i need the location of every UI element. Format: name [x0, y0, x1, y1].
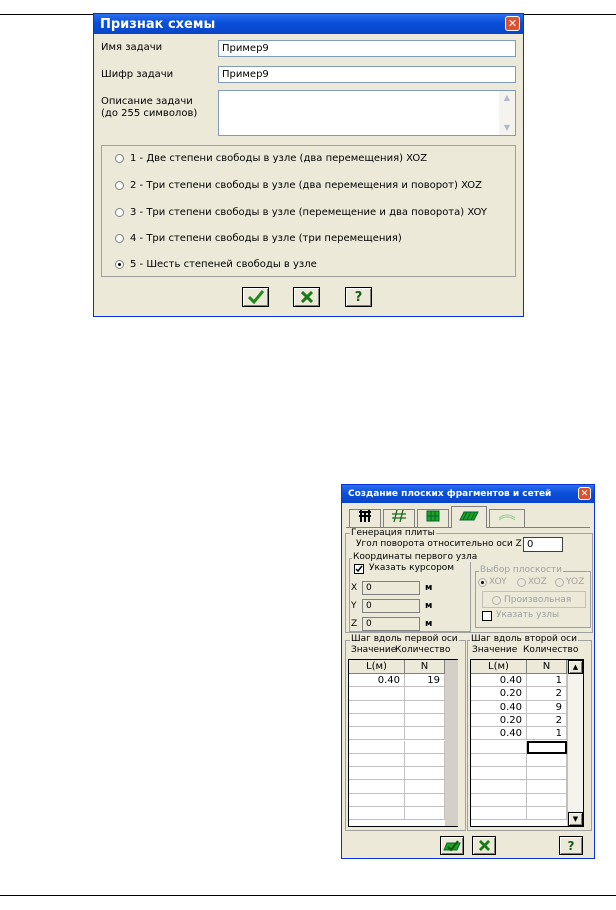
- table-cell-count[interactable]: 9: [527, 701, 567, 714]
- x-unit: м: [425, 583, 433, 593]
- rotation-label: Угол поворота относительно оси Z: [356, 539, 522, 549]
- description-scrollbar[interactable]: [499, 91, 515, 135]
- table-cell-count[interactable]: [527, 780, 567, 793]
- dialog-title: Создание плоских фрагментов и сетей: [348, 489, 552, 499]
- radio-icon: [115, 154, 124, 163]
- table-scroll-area: [445, 660, 458, 826]
- cursor-label: Указать курсором: [369, 563, 455, 573]
- plane-selection-label: Выбор плоскости: [480, 565, 562, 575]
- plane-xoz-label: XOZ: [528, 577, 547, 587]
- table-cell-length[interactable]: 0.40: [471, 674, 527, 687]
- arbitrary-plane-option[interactable]: [492, 595, 571, 605]
- dof-option-1[interactable]: [115, 153, 427, 164]
- table-cell-count[interactable]: [405, 794, 445, 807]
- table-cell-length[interactable]: [471, 794, 527, 807]
- task-name-input[interactable]: Пример9: [218, 40, 516, 57]
- plate-icon: [459, 510, 479, 522]
- specify-nodes-checkbox[interactable]: [482, 611, 492, 621]
- tab-frame[interactable]: [349, 509, 381, 527]
- table-cell-length[interactable]: [471, 741, 527, 754]
- scroll-up-icon[interactable]: ▲: [568, 660, 583, 674]
- radio-icon: [492, 596, 501, 605]
- radio-icon: [517, 578, 526, 587]
- dof-option-label: 2 - Три степени свободы в узле (два перемещения и поворот) XOZ: [130, 180, 483, 191]
- check-icon: [355, 565, 363, 573]
- help-button[interactable]: [345, 287, 372, 307]
- grid-icon: [426, 510, 440, 522]
- shell-icon: [497, 510, 517, 522]
- axis1-step-label: Шаг вдоль первой оси: [351, 634, 458, 644]
- axis1-value-label: Значение: [351, 645, 397, 655]
- table-cell-length[interactable]: 0.20: [471, 687, 527, 700]
- tab-shell[interactable]: [489, 509, 525, 527]
- arbitrary-plane-label: Произвольная: [504, 595, 572, 605]
- y-input[interactable]: 0: [362, 599, 420, 613]
- description-textarea[interactable]: [218, 90, 516, 136]
- table-active-cell[interactable]: [527, 741, 567, 754]
- y-label: Y: [351, 601, 357, 611]
- table-cell-length[interactable]: 0.40: [471, 727, 527, 740]
- description-label-line1: Описание задачи: [101, 96, 193, 107]
- col-l-header: L(м): [349, 660, 405, 674]
- plate-generation-label: Генерация плиты: [351, 528, 435, 538]
- cross-icon: [479, 840, 490, 851]
- plane-yoz-option[interactable]: [555, 577, 584, 587]
- radio-icon: [115, 234, 124, 243]
- scheme-attributes-dialog: [93, 13, 524, 317]
- ok-button[interactable]: [242, 287, 269, 307]
- cancel-button[interactable]: [472, 836, 496, 855]
- table-cell-count[interactable]: 2: [527, 687, 567, 700]
- title-bar: [94, 14, 523, 34]
- col-n-header: N: [405, 660, 445, 674]
- axis1-count-label: Количество: [395, 645, 451, 655]
- specify-nodes-label: Указать узлы: [496, 610, 560, 620]
- table-cell-length[interactable]: [349, 727, 405, 740]
- table-cell-count[interactable]: [527, 807, 567, 820]
- first-node-label: Координаты первого узла: [353, 552, 478, 562]
- table-cell-length[interactable]: [471, 767, 527, 780]
- hatch-icon: [391, 510, 407, 522]
- task-code-input[interactable]: Пример9: [218, 66, 516, 83]
- title-bar: [342, 485, 594, 503]
- table-cell-length[interactable]: [349, 701, 405, 714]
- table-cell-count[interactable]: [527, 767, 567, 780]
- table-cell-count[interactable]: 19: [405, 674, 445, 687]
- tab-hatch[interactable]: [383, 509, 415, 527]
- table-cell-length[interactable]: [471, 807, 527, 820]
- axis2-value-label: Значение: [472, 645, 518, 655]
- dof-option-2[interactable]: [115, 180, 482, 191]
- dof-option-label: 1 - Две степени свободы в узле (два перемещения) XOZ: [130, 153, 428, 164]
- table-cell-count[interactable]: [405, 741, 445, 754]
- task-code-label: Шифр задачи: [101, 69, 174, 80]
- table-cell-count[interactable]: [405, 687, 445, 700]
- table-cell-count[interactable]: [527, 754, 567, 767]
- y-unit: м: [425, 601, 433, 611]
- axis2-table[interactable]: [470, 659, 584, 827]
- table-cell-length[interactable]: [349, 780, 405, 793]
- x-input[interactable]: 0: [362, 581, 420, 595]
- dof-option-label: 5 - Шесть степеней свободы в узле: [130, 259, 317, 270]
- table-cell-count[interactable]: [405, 727, 445, 740]
- table-cell-length[interactable]: [349, 754, 405, 767]
- close-button[interactable]: ✕: [578, 487, 591, 500]
- table-cell-length[interactable]: [349, 714, 405, 727]
- dof-option-4[interactable]: [115, 233, 402, 244]
- frame-icon: [358, 510, 372, 522]
- table-cell-count[interactable]: [405, 754, 445, 767]
- z-input[interactable]: 0: [362, 617, 420, 631]
- scroll-down-icon[interactable]: ▼: [568, 812, 583, 826]
- check-icon: [248, 290, 264, 304]
- scroll-down-icon[interactable]: ▼: [503, 123, 511, 132]
- task-name-label: Имя задачи: [101, 42, 163, 53]
- plane-xoz-option[interactable]: [517, 577, 547, 587]
- radio-icon: [555, 578, 564, 587]
- x-label: X: [351, 583, 358, 593]
- help-icon: ?: [354, 289, 363, 305]
- table-cell-count[interactable]: 2: [527, 714, 567, 727]
- dof-option-label: 4 - Три степени свободы в узле (три перемещения): [130, 233, 402, 244]
- radio-selected-icon: [115, 260, 124, 269]
- rotation-input[interactable]: 0: [523, 537, 563, 552]
- table-cell-count[interactable]: 1: [527, 674, 567, 687]
- radio-icon: [115, 208, 124, 217]
- plane-yoz-label: YOZ: [566, 577, 585, 587]
- table-cell-count[interactable]: 1: [527, 727, 567, 740]
- table-cell-length[interactable]: [471, 754, 527, 767]
- close-button[interactable]: ✕: [505, 16, 520, 31]
- table-cell-length[interactable]: 0.40: [471, 701, 527, 714]
- axis2-step-label: Шаг вдоль второй оси: [471, 634, 577, 644]
- table-cell-length[interactable]: [349, 741, 405, 754]
- radio-selected-icon: [478, 578, 487, 587]
- table-cell-length[interactable]: [349, 807, 405, 820]
- table-scrollbar[interactable]: [567, 660, 583, 826]
- table-cell-length[interactable]: [349, 794, 405, 807]
- dialog-title: Признак схемы: [100, 16, 216, 32]
- z-unit: м: [425, 619, 433, 629]
- table-cell-length[interactable]: 0.40: [349, 674, 405, 687]
- tab-grid[interactable]: [417, 509, 449, 527]
- plane-fragments-dialog: [341, 484, 595, 859]
- table-cell-count[interactable]: [405, 714, 445, 727]
- table-cell-length[interactable]: [349, 687, 405, 700]
- axis2-count-label: Количество: [523, 645, 579, 655]
- col-l-header: L(м): [471, 660, 527, 674]
- plane-xoy-label: XOY: [489, 577, 507, 587]
- apply-button[interactable]: [440, 836, 464, 855]
- dof-option-label: 3 - Три степени свободы в узле (перемещение и два поворота) XOY: [130, 207, 487, 218]
- help-icon: ?: [567, 838, 575, 853]
- description-label-line2: (до 255 символов): [101, 108, 198, 119]
- cursor-checkbox[interactable]: [354, 564, 364, 574]
- plane-xoy-option[interactable]: [478, 577, 507, 587]
- col-n-header: N: [527, 660, 567, 674]
- scroll-up-icon[interactable]: ▲: [503, 93, 511, 102]
- dof-option-5[interactable]: [115, 259, 317, 270]
- table-cell-count[interactable]: [405, 780, 445, 793]
- table-cell-count[interactable]: [405, 767, 445, 780]
- help-button[interactable]: [559, 836, 583, 855]
- z-label: Z: [351, 619, 358, 629]
- tab-plate[interactable]: [451, 506, 487, 528]
- cross-icon: [301, 291, 313, 303]
- axis1-table[interactable]: [348, 659, 458, 827]
- table-cell-length[interactable]: [471, 780, 527, 793]
- table-cell-length[interactable]: 0.20: [471, 714, 527, 727]
- cancel-button[interactable]: [293, 287, 320, 307]
- table-cell-length[interactable]: [349, 767, 405, 780]
- table-cell-count[interactable]: [405, 701, 445, 714]
- dof-option-3[interactable]: [115, 207, 487, 218]
- apply-plate-icon: [443, 840, 461, 852]
- page-bottom-rule: [0, 895, 616, 896]
- table-cell-count[interactable]: [405, 807, 445, 820]
- table-cell-count[interactable]: [527, 794, 567, 807]
- radio-icon: [115, 181, 124, 190]
